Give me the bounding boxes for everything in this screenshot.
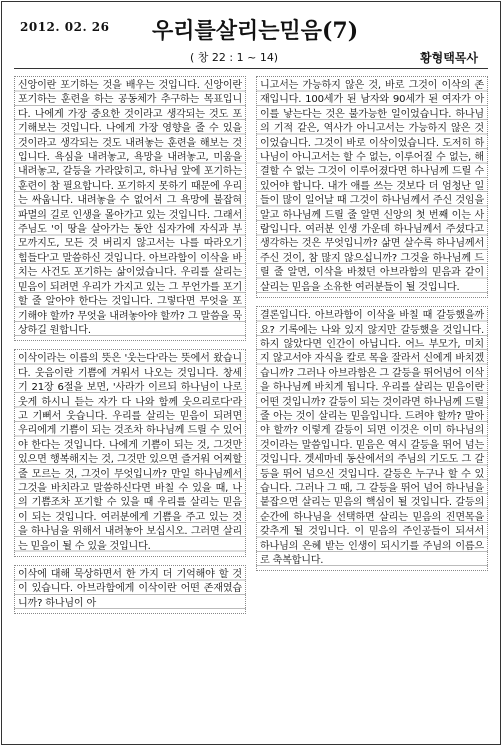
right-column <box>256 76 488 736</box>
header-divider <box>14 68 488 69</box>
bulletin-page <box>1 1 501 745</box>
paragraph: 이삭이라는 이름의 뜻은 '웃는다'라는 뜻에서 왔습니다. 웃음이란 기쁨에 겨워서 나오는 것입니다. 창세기 21장 6절을 보면, '사라가 이르되 하나님이 나로 웃게 하시니 듣는 자가 다 나와 함께 웃으리로다'라고 기뻐서 웃습니다. 우리를 살리는 믿음이 되려면 우리에게 기쁨이 되는 것조차 하나님께 드릴 수 있어야 한다는 것입니다. 나에게 기쁨이 되는 것, 그것만 있으면 행복해지는 것, 그것만 있으면 즐거워 어찌할 줄 모르는 것, 그것이 무엇입니까? 만일 하나님께서 그것을 바치라고 말씀하신다면 바칠 수 있을 때, 나의 기쁨조차 포기할 수 있을 때 우리를 살리는 믿음이 되는 것입니다. 여러분에게 기쁨을 주고 있는 것을 하나님을 위해서 내려놓아 보십시오. 그러면 살리는 믿음이 될 수 있을 것입니다. <box>14 349 246 557</box>
left-column <box>14 76 246 736</box>
sermon-date: 2012. 02. 26 <box>20 20 110 34</box>
sermon-body <box>14 76 488 736</box>
pastor-name: 황형택목사 <box>420 51 478 65</box>
sermon-title: 우리를살리는믿음(7) <box>152 18 359 44</box>
paragraph: 신앙이란 포기하는 것을 배우는 것입니다. 신앙이란 포기하는 훈련을 하는 공동체가 추구하는 목표입니다. 나에게 가장 중요한 것이라고 생각되는 것도 포기해보는 것입니다. 나에게 가장 영향을 줄 수 있을 것이라고 생각되는 것도 내려놓는 훈련을 해보는 것입니다. 욕심을 내려놓고, 욕망을 내려놓고, 미움을 내려놓고, 갈등을 가라앉히고, 하나님 앞에 포기하는 훈련이 참 필요합니다. 포기하지 못하기 때문에 우리는 싸웁니다. 내려놓을 수 없어서 그 욕망에 불잡혀 파멸의 길로 인생을 몰아가고 있는 것입니다. 그래서 주님도 '이 땅을 살아가는 동안 십자가에 자식과 부모까지도, 모든 것 버리지 않고서는 나를 따라오기 힘들다'고 말씀하신 것입니다. 아브라함이 이삭을 바치는 사건도 포기하는 삶이었습니다. 우리를 살리는 믿음이 되려면 우리가 가지고 있는 그 무언가를 포기할 줄 알아야 한다는 것입니다. 그렇다면 무엇을 포기해야 할까? 무엇을 내려놓아야 할까? 그 말씀을 묵상하길 원합니다. <box>14 76 246 341</box>
paragraph: 이삭에 대해 묵상하면서 한 가지 더 기억해야 할 것이 있습니다. 아브라함에게 이삭이란 어떤 존재였습니까? 하나님이 아 <box>14 565 246 614</box>
paragraph: 결론입니다. 아브라함이 이삭을 바칠 때 갈등했을까요? 기록에는 나와 있지 않지만 갈등했을 것입니다. 하지 않았다면 인간이 아닙니다. 어느 부모가, 미치지 않고서야 자식을 칼로 목을 잘라서 신에게 바치겠습니까? 그러나 아브라함은 그 갈등을 뛰어넘어 이삭을 하나님께 바치게 됩니다. 우리를 살리는 믿음이란 어떤 것입니까? 갈등이 되는 것이라면 하나님께 드릴 줄 아는 것이 살리는 믿음입니다. 드려야 할까? 말아야 할까? 이렇게 갈등이 되면 이것은 이미 하나님의 것이라는 말씀입니다. 믿음은 역시 갈등을 뛰어 넘는 것입니다. 겟세마네 동산에서의 주님의 기도도 그 갈등을 뛰어 넘으신 것입니다. 갈등은 누구나 할 수 있습니다. 그러나 그 때, 그 갈등을 뛰어 넘어 하나님을 붙잡으면 살리는 믿음의 핵심이 될 것입니다. 갈등의 순간에 하나님을 선택하면 살리는 믿음의 진면목을 갖추게 될 것입니다. 이 믿음의 주인공들이 되셔서 하나님의 은혜 받는 인생이 되시기를 주님의 이름으로 축복합니다. <box>256 306 488 571</box>
paragraph: 니고서는 가능하지 않은 것, 바로 그것이 이삭의 존재입니다. 100세가 된 남자와 90세가 된 여자가 아이를 낳는다는 것은 불가능한 일이었습니다. 하나님의 기적 같은, 역사가 아니고서는 가능하지 않은 것이었습니다. 그것이 바로 이삭이었습니다. 도저히 하나님이 아니고서는 할 수 없는, 이루어질 수 없는, 해결할 수 없는 그것이 이루어졌다면 하나님께 드릴 수 있어야 합니다. 내가 애를 쓰는 것보다 더 엄청난 일들이 많이 일어날 때 그것이 하나님께서 주신 것임을 알고 하나님께 드릴 줄 알면 신앙의 첫 번째 이는 사람입니다. 여러분 인생 가운데 하나님께서 주셨다고 생각하는 것은 무엇입니까? 삶면 살수록 하나님께서 주신 것이, 참 많지 않으십니까? 그것을 하나님께 드릴 줄 알면, 이삭을 바쳤던 아브라함의 믿음과 같이 살리는 믿음을 소유한 여러분들이 될 것입니다. <box>256 76 488 298</box>
sermon-header <box>2 2 500 72</box>
scripture-reference: ( 창 22 : 1 ~ 14) <box>190 51 279 64</box>
